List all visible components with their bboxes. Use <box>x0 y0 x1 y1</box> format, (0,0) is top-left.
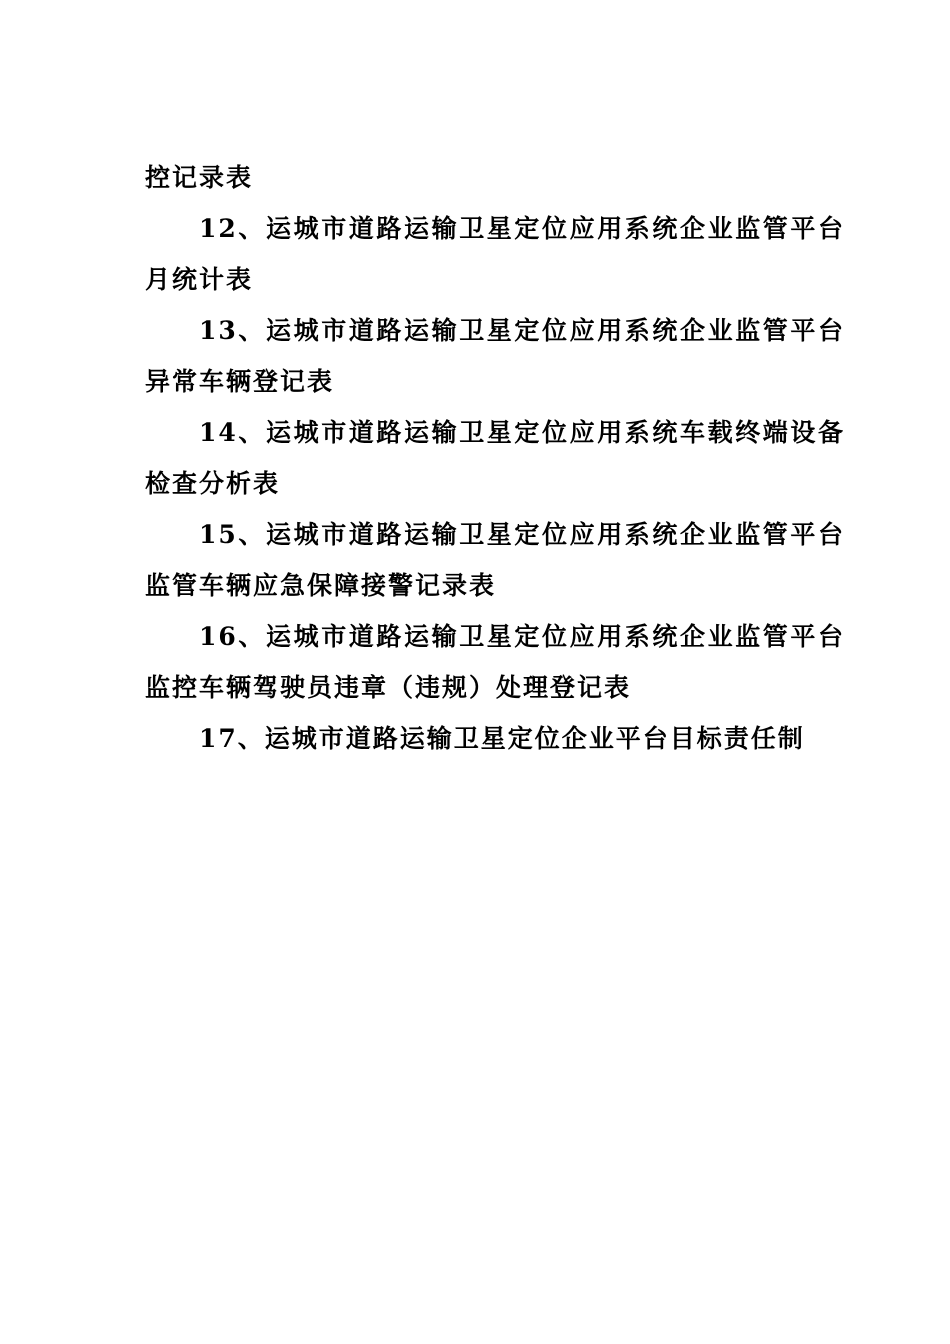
paragraph-item-13: 13、运城市道路运输卫星定位应用系统企业监管平台异常车辆登记表 <box>145 316 845 396</box>
paragraph-item-15: 15、运城市道路运输卫星定位应用系统企业监管平台监管车辆应急保障接警记录表 <box>145 520 845 600</box>
paragraph-continuation: 控记录表 <box>145 163 254 192</box>
paragraph-item-14: 14、运城市道路运输卫星定位应用系统车载终端设备检查分析表 <box>145 418 845 498</box>
paragraph-item-12: 12、运城市道路运输卫星定位应用系统企业监管平台月统计表 <box>145 214 845 294</box>
document-body <box>145 152 845 764</box>
paragraph-item-17: 17、运城市道路运输卫星定位企业平台目标责任制 <box>199 724 805 753</box>
paragraph-item-16: 16、运城市道路运输卫星定位应用系统企业监管平台监控车辆驾驶员违章（违规）处理登记表 <box>145 622 845 702</box>
